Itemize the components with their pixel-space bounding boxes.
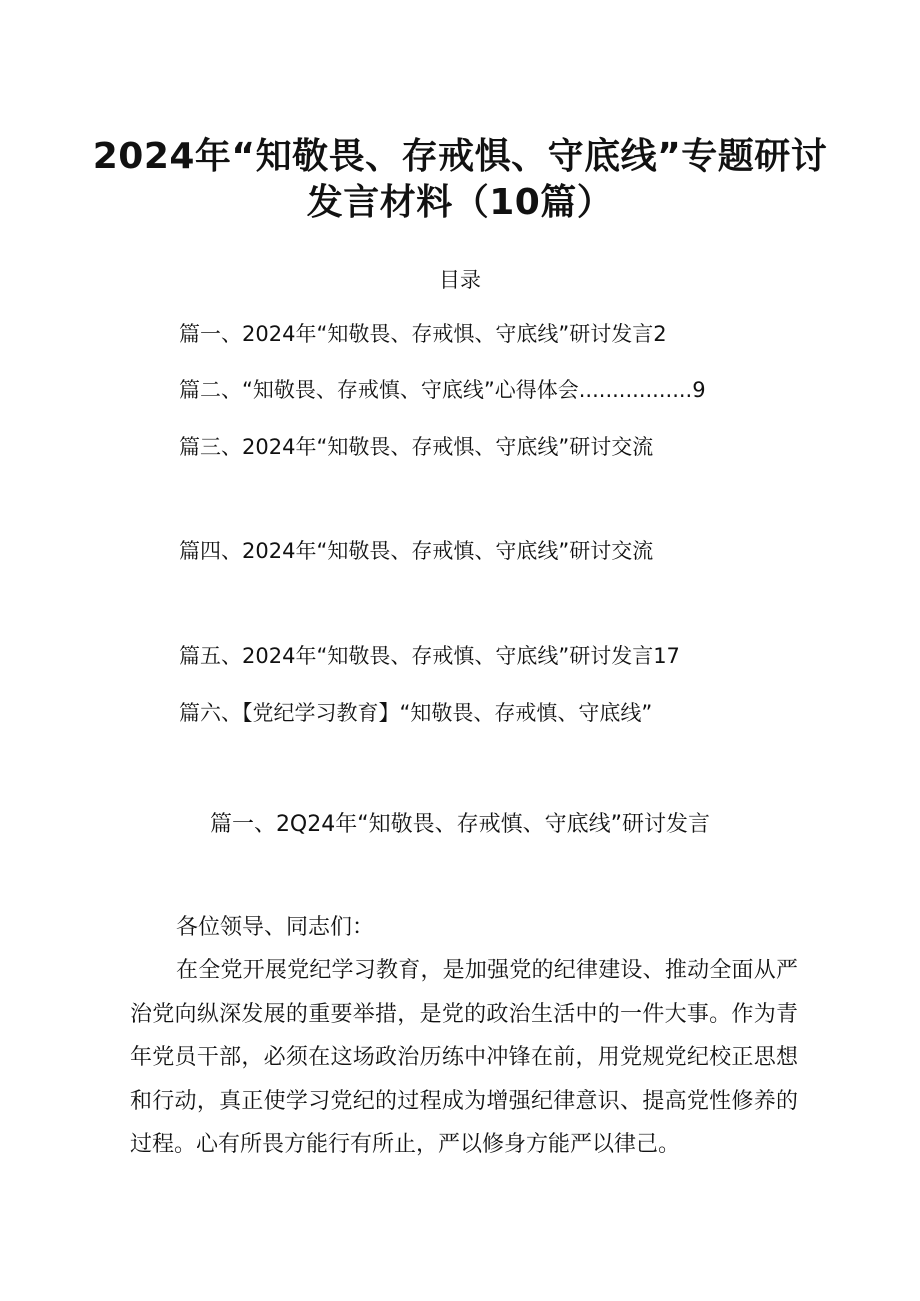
section-title: 篇一、2Q24年“知敬畏、存戒慎、守底线”研讨发言 (209, 812, 711, 837)
document-title-line-1: 2024年“知敬畏、存戒惧、守底线”专题研讨 (92, 136, 828, 177)
toc-item-5[interactable]: 篇五、2024年“知敬畏、存戒慎、守底线”研讨发言17 (179, 644, 680, 668)
greeting: 各位领导、同志们： (176, 915, 375, 940)
toc-item-3[interactable]: 篇三、2024年“知敬畏、存戒惧、守底线”研讨交流 (179, 435, 654, 459)
toc-item-6[interactable]: 篇六、【党纪学习教育】“知敬畏、存戒慎、守底线” (179, 701, 653, 725)
toc-item-4[interactable]: 篇四、2024年“知敬畏、存戒慎、守底线”研讨交流 (179, 539, 654, 563)
toc-heading: 目录 (439, 268, 481, 292)
toc-item-1[interactable]: 篇一、2024年“知敬畏、存戒惧、守底线”研讨发言2 (179, 322, 667, 346)
toc-item-2[interactable]: 篇二、“知敬畏、存戒慎、守底线”心得体会.................9 (179, 378, 706, 402)
document-title-line-2: 发言材料（10篇） (306, 182, 614, 223)
body-paragraph: 在全党开展党纪学习教育，是加强党的纪律建设、推动全面从严治党向纵深发展的重要举措，是党的政治生活中的一件大事。作为青年党员干部，必须在这场政治历练中冲锋在前，用党规党纪校正思想和行动，真正使学习党纪的过程成为增强纪律意识、提高党性修养的过程。心有所畏方能行有所止，严以修身方能严以律己。 (130, 958, 798, 1157)
